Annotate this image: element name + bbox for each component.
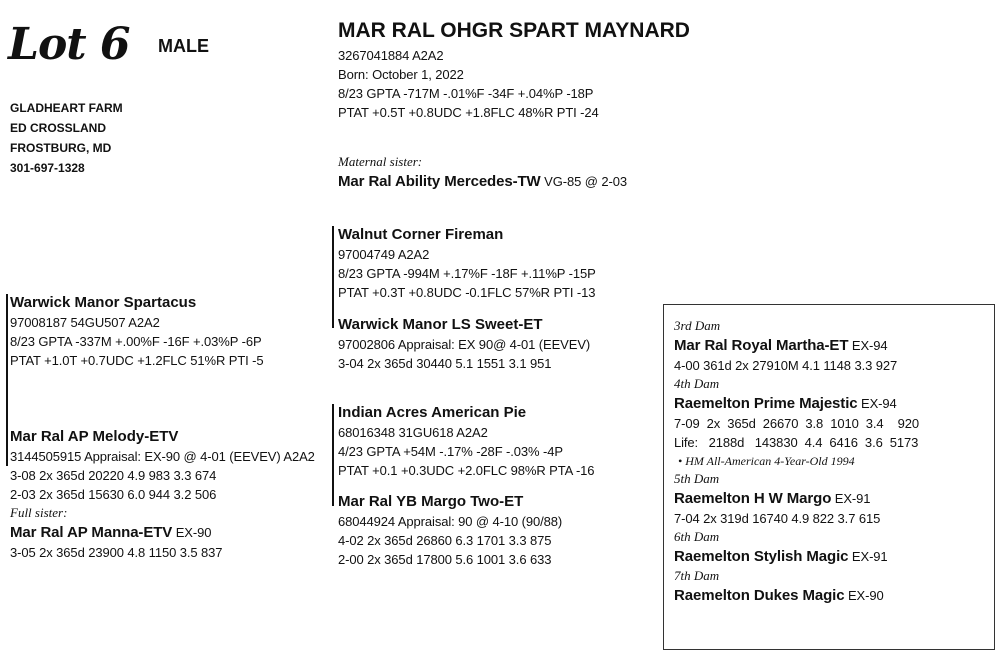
dam5-record: 7-04 2x 319d 16740 4.9 822 3.7 615 — [674, 511, 881, 526]
animal-born: Born: October 1, 2022 — [338, 67, 464, 82]
dam3-record: 4-00 361d 2x 27910M 4.1 1148 3.3 927 — [674, 358, 898, 373]
dam4-honor: • HM All-American 4-Year-Old 1994 — [678, 454, 855, 468]
dam6-score: EX-91 — [848, 549, 888, 564]
consignor-owner: ED CROSSLAND — [10, 121, 107, 135]
sire-gpta: 8/23 GPTA -337M +.00%F -16F +.03%P -6P — [10, 334, 262, 349]
maternal-sister-name: Mar Ral Ability Mercedes-TW — [338, 173, 541, 190]
consignor-location: FROSTBURG, MD — [10, 141, 112, 155]
dam-dam-registration: 68044924 Appraisal: 90 @ 4-10 (90/88) — [338, 514, 563, 529]
sire-sire-name: Walnut Corner Fireman — [338, 226, 504, 243]
lot-number: Lot 6 — [8, 19, 130, 70]
maternal-sister-score: VG-85 @ 2-03 — [540, 174, 627, 189]
sire-ptat: PTAT +1.0T +0.7UDC +1.2FLC 51%R PTI -5 — [10, 353, 264, 368]
dam3-label: 3rd Dam — [674, 318, 721, 333]
dam-record-2: 2-03 2x 365d 15630 6.0 944 3.2 506 — [10, 487, 217, 502]
full-sister-score: EX-90 — [172, 525, 212, 540]
dam7-score: EX-90 — [844, 588, 884, 603]
dam-sire-registration: 68016348 31GU618 A2A2 — [338, 425, 488, 440]
dam3-score: EX-94 — [848, 338, 888, 353]
sire-name: Warwick Manor Spartacus — [10, 294, 197, 311]
sire-bracket — [6, 294, 8, 466]
dam-record-1: 3-08 2x 365d 20220 4.9 983 3.3 674 — [10, 468, 217, 483]
dam6-name: Raemelton Stylish Magic — [674, 548, 849, 565]
dam-dam-block — [338, 491, 562, 569]
dam7-name: Raemelton Dukes Magic — [674, 587, 845, 604]
full-sister-name: Mar Ral AP Manna-ETV — [10, 524, 173, 541]
dam5-score: EX-91 — [831, 491, 871, 506]
animal-name: MAR RAL OHGR SPART MAYNARD — [338, 19, 690, 42]
sire-dam-registration: 97002806 Appraisal: EX 90@ 4-01 (EEVEV) — [338, 337, 591, 352]
sire-sire-block — [338, 224, 596, 302]
dam-sire-block — [338, 402, 594, 480]
sex-label: MALE — [158, 36, 209, 56]
sire-registration: 97008187 54GU507 A2A2 — [10, 315, 160, 330]
animal-block — [338, 18, 690, 122]
sire-sire-bracket — [332, 226, 334, 328]
dam4-record: 7-09 2x 365d 26670 3.8 1010 3.4 920 — [674, 416, 919, 431]
dam4-label: 4th Dam — [674, 376, 720, 391]
sire-block — [10, 292, 264, 370]
maternal-sister-label: Maternal sister: — [338, 154, 423, 169]
dam4-score: EX-94 — [857, 396, 897, 411]
dam-dam-record-2: 2-00 2x 365d 17800 5.6 1001 3.6 633 — [338, 552, 552, 567]
dam-registration: 3144505915 Appraisal: EX-90 @ 4-01 (EEVEV) A2A2 — [10, 449, 315, 464]
sire-dam-name: Warwick Manor LS Sweet-ET — [338, 316, 543, 333]
dam3-name: Mar Ral Royal Martha-ET — [674, 337, 849, 354]
dam7-label: 7th Dam — [674, 568, 720, 583]
consignor-farm: GLADHEART FARM — [10, 101, 123, 115]
dam6-label: 6th Dam — [674, 529, 720, 544]
maternal-sister-block — [338, 153, 627, 192]
sire-sire-ptat: PTAT +0.3T +0.8UDC -0.1FLC 57%R PTI -13 — [338, 285, 596, 300]
animal-gpta: 8/23 GPTA -717M -.01%F -34F +.04%P -18P — [338, 86, 594, 101]
consignor-phone: 301-697-1328 — [10, 161, 85, 175]
consignor-block — [10, 98, 123, 178]
animal-registration: 3267041884 A2A2 — [338, 48, 444, 63]
dam-sire-bracket — [332, 404, 334, 506]
female-line-content — [674, 317, 919, 606]
sire-sire-registration: 97004749 A2A2 — [338, 247, 430, 262]
sire-sire-gpta: 8/23 GPTA -994M +.17%F -18F +.11%P -15P — [338, 266, 596, 281]
sire-dam-block — [338, 314, 590, 373]
animal-ptat: PTAT +0.5T +0.8UDC +1.8FLC 48%R PTI -24 — [338, 105, 599, 120]
dam5-label: 5th Dam — [674, 471, 720, 486]
dam4-name: Raemelton Prime Majestic — [674, 395, 858, 412]
female-line-box — [663, 304, 995, 650]
dam-dam-name: Mar Ral YB Margo Two-ET — [338, 493, 524, 510]
dam5-name: Raemelton H W Margo — [674, 490, 832, 507]
dam-block — [10, 426, 315, 562]
dam-sire-gpta: 4/23 GPTA +54M -.17% -28F -.03% -4P — [338, 444, 563, 459]
dam4-life: Life: 2188d 143830 4.4 6416 3.6 5173 — [674, 435, 919, 450]
full-sister-record: 3-05 2x 365d 23900 4.8 1150 3.5 837 — [10, 545, 223, 560]
full-sister-label: Full sister: — [10, 505, 68, 520]
sire-dam-record: 3-04 2x 365d 30440 5.1 1551 3.1 951 — [338, 356, 552, 371]
dam-sire-name: Indian Acres American Pie — [338, 404, 527, 421]
dam-sire-ptat: PTAT +0.1 +0.3UDC +2.0FLC 98%R PTA -16 — [338, 463, 595, 478]
dam-name: Mar Ral AP Melody-ETV — [10, 428, 179, 445]
dam-dam-record-1: 4-02 2x 365d 26860 6.3 1701 3.3 875 — [338, 533, 552, 548]
